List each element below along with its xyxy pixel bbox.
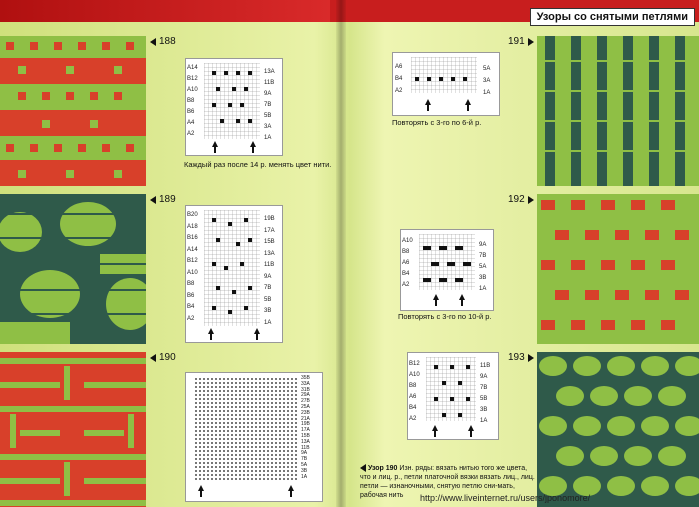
chart-grid [194,377,298,481]
note-190: Узор 190 Изн. ряды: вязать нитью того же цвета, что и лиц. р., петли платочной вязки вязать лиц., лиц. петли — изнаночными, снятую петлю сни-мать, рабочая нить [360,465,535,499]
page-header-title: Узоры со снятыми петлями [530,8,695,26]
caption-191: Повторять с 3-го по 6-й р. [392,118,482,127]
swatch-188 [0,36,146,186]
row-labels-left: B12 A10 B8 A6 B4 A2 [409,361,420,422]
repeat-arrow [433,294,439,300]
chart-grid [204,63,260,139]
chart-192 [400,229,494,311]
row-labels-right: 19B 17A 15B 13A 11B 9A 7B 5B 3B 1A [264,216,275,326]
row-labels-left: A6 B4 A2 [395,64,403,94]
repeat-arrow [425,99,431,105]
repeat-arrow [212,141,218,147]
row-labels-left: A14 B12 A10 B8 B6 A4 A2 [187,65,198,137]
chart-191 [392,52,500,116]
repeat-arrow [288,485,294,491]
repeat-arrow [208,328,214,334]
swatch-189 [0,194,146,344]
repeat-arrow [432,425,438,431]
chart-grid [411,57,477,93]
chart-grid [426,357,476,421]
swatch-190 [0,352,146,507]
repeat-arrow [254,328,260,334]
chart-189 [185,205,283,343]
row-labels-right: 5A 3A 1A [483,66,491,96]
swatch-191 [537,36,699,186]
pattern-number-188: 188 [150,36,176,47]
watermark-url: http://www.liveinternet.ru/users/jponomore/ [420,493,591,503]
caption-188: Каждый раз после 14 р. менять цвет нити. [184,160,332,169]
row-labels-left: B20 A18 B16 A14 B12 A10 B8 B6 B4 A2 [187,212,198,322]
row-labels-right: 11B 9A 7B 5B 3B 1A [480,363,491,424]
pattern-number-191: 191 [508,36,534,47]
pattern-number-190: 190 [150,352,176,363]
swatch-192 [537,194,699,344]
row-labels-left: A10 B8 A6 B4 A2 [402,238,413,288]
repeat-arrow [468,425,474,431]
repeat-arrow [459,294,465,300]
pattern-number-189: 189 [150,194,176,205]
page-gutter [336,0,346,507]
repeat-arrow [465,99,471,105]
repeat-arrow [250,141,256,147]
chart-193 [407,352,499,440]
row-labels-right: 35B 33A 31B 29A 27B 25A 23B 21A 19B 17A 15B 13A 11B 9A 7B 5A 3B 1A [301,375,310,480]
chart-188 [185,58,283,156]
pattern-number-192: 192 [508,194,534,205]
repeat-arrow [198,485,204,491]
row-labels-right: 13A 11B 9A 7B 5B 3A 1A [264,69,275,141]
chart-grid [419,234,475,290]
caption-192: Повторять с 3-го по 10-й р. [398,312,492,321]
row-labels-right: 9A 7B 5A 3B 1A [479,242,487,292]
pointer-icon [360,464,366,472]
chart-grid [204,210,260,326]
chart-190 [185,372,323,502]
pattern-number-193: 193 [508,352,534,363]
swatch-193 [537,352,699,507]
